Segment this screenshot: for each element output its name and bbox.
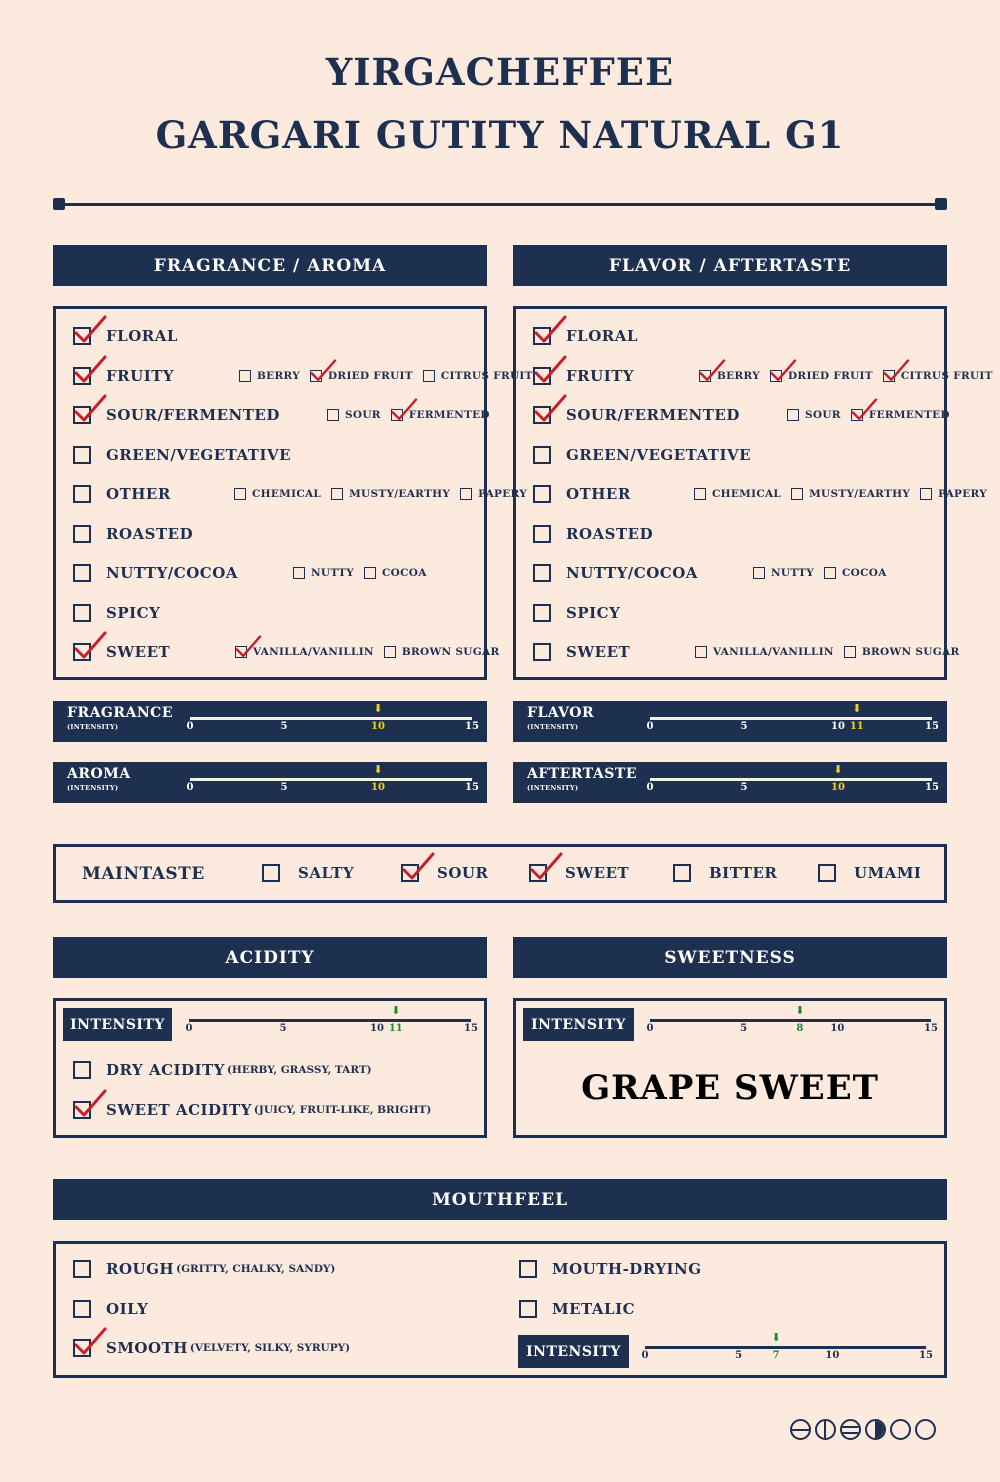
sub-options	[239, 368, 533, 384]
scale-tick-label: 10	[831, 721, 845, 732]
scale-tick-label: 10	[825, 1350, 840, 1361]
sub-option-label: MUSTY/EARTHY	[349, 488, 451, 500]
sub-option-label: COCOA	[842, 567, 887, 579]
category-label: OTHER	[106, 485, 171, 503]
check-mark-icon	[73, 631, 107, 661]
intensity-marker-arrow-icon: ⬇	[833, 763, 843, 776]
intensity-bar-sub: (INTENSITY)	[67, 723, 119, 731]
acidity-heading: ACIDITY	[53, 937, 487, 978]
intensity-bar-name: AFTERTASTE	[527, 766, 637, 782]
intensity-marker-arrow-icon: ⬇	[373, 763, 383, 776]
acidity-item-label: DRY ACIDITY	[106, 1061, 225, 1079]
checkbox-other[interactable]	[73, 485, 91, 503]
scale-tick-label: 0	[646, 782, 654, 793]
check-mark-icon	[73, 315, 107, 345]
mouthfeel-item	[519, 1300, 635, 1318]
maintaste-option	[401, 864, 488, 882]
category-label: SWEET	[106, 643, 171, 661]
checklist-row	[533, 405, 740, 425]
mouthfeel-item-label: SMOOTH	[106, 1339, 188, 1357]
sub-checkbox-citrus-fruit[interactable]	[883, 370, 895, 382]
checklist-row	[533, 524, 653, 544]
title-line-2: GARGARI GUTITY NATURAL G1	[155, 113, 845, 157]
scale-tick-label: 0	[646, 1023, 654, 1034]
sub-checkbox-nutty[interactable]	[753, 567, 765, 579]
intensity-bar-sub: (INTENSITY)	[527, 784, 579, 792]
sub-option-label: CHEMICAL	[712, 488, 782, 500]
maintaste-option	[673, 864, 777, 882]
check-mark-icon	[73, 394, 107, 424]
sub-option-label: FERMENTED	[868, 409, 950, 421]
logo-circle-3	[840, 1419, 861, 1440]
intensity-bar-aroma	[53, 762, 487, 803]
sub-options	[234, 486, 527, 502]
mouthfeel-checkbox[interactable]	[73, 1260, 91, 1278]
intensity-marker-arrow-icon: ⬇	[852, 702, 862, 715]
checklist-row	[73, 366, 174, 386]
sub-checkbox-papery[interactable]	[920, 488, 932, 500]
sub-checkbox-brown-sugar[interactable]	[384, 646, 396, 658]
mouthfeel-checkbox[interactable]	[73, 1339, 91, 1357]
scale-tick-label: 10	[831, 782, 845, 793]
intensity-bar-name: FRAGRANCE	[67, 705, 173, 721]
sub-option-label: BERRY	[257, 369, 301, 382]
check-mark-icon	[309, 359, 337, 383]
checklist-row	[533, 326, 638, 346]
scale-tick-label: 15	[465, 782, 479, 793]
sub-option-label: CITRUS FRUIT	[900, 369, 993, 382]
mouthfeel-checkbox[interactable]	[73, 1300, 91, 1318]
check-mark-icon	[533, 394, 567, 424]
logo-circle-4	[865, 1419, 886, 1440]
sub-options	[695, 644, 959, 660]
intensity-bar-aftertaste	[513, 762, 947, 803]
sub-checkbox-sour[interactable]	[787, 409, 799, 421]
mouthfeel-item-label: MOUTH-DRYING	[552, 1260, 702, 1278]
check-mark-icon	[533, 355, 567, 385]
category-label: SPICY	[106, 603, 161, 622]
acidity-checkbox[interactable]	[73, 1101, 91, 1119]
sub-checkbox-sour[interactable]	[327, 409, 339, 421]
sub-checkbox-cocoa[interactable]	[824, 567, 836, 579]
sub-option-label: NUTTY	[311, 567, 355, 579]
check-mark-icon	[234, 635, 262, 659]
category-label: FLORAL	[566, 327, 638, 345]
title-line-1: YIRGACHEFFEE	[325, 50, 675, 94]
maintaste-option-label: SALTY	[298, 864, 355, 882]
mouthfeel-item-label: ROUGH	[106, 1260, 175, 1278]
intensity-bar-fragrance	[53, 701, 487, 742]
intensity-value-label: 7	[772, 1350, 780, 1361]
checklist-row	[533, 366, 634, 386]
scale-tick-label: 5	[740, 1023, 748, 1034]
checkbox-green-vegetative[interactable]	[73, 446, 91, 464]
sub-option-label: DRIED FRUIT	[328, 369, 413, 382]
brand-circles-logo	[790, 1419, 936, 1440]
fragrance-aroma-heading: FRAGRANCE / AROMA	[53, 245, 487, 286]
checkbox-green-vegetative[interactable]	[533, 446, 551, 464]
maintaste-option-label: SWEET	[565, 864, 630, 882]
maintaste-checkbox-umami[interactable]	[818, 864, 836, 882]
maintaste-checkbox-bitter[interactable]	[673, 864, 691, 882]
intensity-bar-flavor	[513, 701, 947, 742]
sub-options	[753, 565, 887, 581]
scale-tick-label: 5	[740, 721, 748, 732]
scale-tick-label: 5	[279, 1023, 287, 1034]
check-mark-icon	[769, 359, 797, 383]
scale-tick-label: 5	[740, 782, 748, 793]
category-label: FRUITY	[566, 366, 635, 385]
intensity-value-label: 11	[849, 721, 864, 732]
sub-option-label: CHEMICAL	[252, 488, 322, 500]
sub-checkbox-dried-fruit[interactable]	[310, 370, 322, 382]
check-mark-icon	[850, 398, 878, 422]
maintaste-option	[529, 864, 629, 882]
scale-tick-label: 5	[280, 782, 288, 793]
acidity-item	[73, 1061, 372, 1079]
checkbox-sweet[interactable]	[73, 643, 91, 661]
checkbox-fruity[interactable]	[533, 367, 551, 385]
check-mark-icon	[533, 315, 567, 345]
check-mark-icon	[73, 1089, 107, 1119]
sub-option-label: VANILLA/VANILLIN	[253, 646, 374, 658]
divider-end-left	[53, 198, 65, 210]
mouthfeel-item	[73, 1260, 335, 1278]
sub-options	[699, 368, 993, 384]
sub-option-label: PAPERY	[478, 488, 528, 500]
checkbox-roasted[interactable]	[533, 525, 551, 543]
maintaste-option	[262, 864, 354, 882]
intensity-scale-line	[650, 778, 932, 781]
scale-tick-label: 15	[924, 1023, 938, 1034]
check-mark-icon	[698, 359, 726, 383]
category-label: FLORAL	[106, 327, 178, 345]
maintaste-option-label: BITTER	[709, 864, 778, 882]
checklist-row	[73, 524, 193, 544]
mouthfeel-heading: MOUTHFEEL	[53, 1179, 947, 1220]
logo-circle-5	[890, 1419, 911, 1440]
logo-circle-2	[815, 1419, 836, 1440]
scale-tick-label: 15	[925, 721, 939, 732]
sub-options	[327, 407, 490, 423]
category-label: SWEET	[566, 643, 631, 661]
check-mark-icon	[401, 852, 435, 882]
divider-end-right	[935, 198, 947, 210]
sub-checkbox-fermented[interactable]	[851, 409, 863, 421]
mouthfeel-checkbox[interactable]	[519, 1300, 537, 1318]
intensity-scale-line	[645, 1346, 926, 1349]
sub-options	[694, 486, 987, 502]
mouthfeel-intensity-label: INTENSITY	[518, 1335, 629, 1368]
sub-option-label: SOUR	[805, 409, 841, 421]
sub-checkbox-cocoa[interactable]	[364, 567, 376, 579]
intensity-scale-line	[650, 717, 932, 720]
scale-tick-label: 10	[371, 721, 385, 732]
scale-tick-label: 15	[465, 721, 479, 732]
sub-option-label: DRIED FRUIT	[788, 369, 873, 382]
checklist-row	[73, 484, 171, 504]
scale-tick-label: 15	[925, 782, 939, 793]
scale-tick-label: 10	[370, 1023, 384, 1034]
scale-tick-label: 0	[185, 1023, 193, 1034]
sub-checkbox-berry[interactable]	[699, 370, 711, 382]
checklist-row	[533, 445, 751, 465]
checkbox-other[interactable]	[533, 485, 551, 503]
sub-options	[787, 407, 950, 423]
sub-checkbox-musty-earthy[interactable]	[791, 488, 803, 500]
category-label: ROASTED	[566, 524, 654, 543]
divider-rule	[58, 203, 942, 206]
sweetness-heading: SWEETNESS	[513, 937, 947, 978]
sub-checkbox-nutty[interactable]	[293, 567, 305, 579]
check-mark-icon	[390, 398, 418, 422]
mouthfeel-item	[519, 1260, 702, 1278]
mouthfeel-item-label: OILY	[106, 1299, 149, 1318]
category-label: FRUITY	[106, 366, 175, 385]
acidity-item-label: SWEET ACIDITY	[106, 1100, 252, 1119]
checklist-row	[533, 603, 620, 623]
maintaste-option	[818, 864, 921, 882]
checkbox-spicy[interactable]	[73, 604, 91, 622]
intensity-bar-sub: (INTENSITY)	[67, 784, 119, 792]
checkbox-floral[interactable]	[73, 327, 91, 345]
checkbox-sour-fermented[interactable]	[73, 406, 91, 424]
checklist-row	[533, 484, 631, 504]
checkbox-floral[interactable]	[533, 327, 551, 345]
mouthfeel-item-detail: (GRITTY, CHALKY, SANDY)	[176, 1263, 336, 1275]
acidity-checkbox[interactable]	[73, 1061, 91, 1079]
intensity-scale-line	[189, 1019, 471, 1022]
sweetness-intensity-label: INTENSITY	[523, 1008, 634, 1041]
category-label: SOUR/FERMENTED	[566, 406, 740, 424]
check-mark-icon	[882, 359, 910, 383]
checklist-row	[73, 326, 178, 346]
checkbox-sour-fermented[interactable]	[533, 406, 551, 424]
intensity-bar-name: FLAVOR	[527, 705, 595, 721]
sub-checkbox-dried-fruit[interactable]	[770, 370, 782, 382]
checkbox-fruity[interactable]	[73, 367, 91, 385]
category-label: SPICY	[566, 603, 621, 622]
checklist-row	[73, 642, 170, 662]
scale-tick-label: 0	[641, 1350, 649, 1361]
category-label: NUTTY/COCOA	[566, 564, 698, 582]
check-mark-icon	[73, 355, 107, 385]
sub-option-label: BERRY	[717, 369, 761, 382]
logo-circle-6	[915, 1419, 936, 1440]
check-mark-icon	[529, 852, 563, 882]
flavor-aftertaste-heading: FLAVOR / AFTERTASTE	[513, 245, 947, 286]
checkbox-sweet[interactable]	[533, 643, 551, 661]
intensity-marker-arrow-icon: ⬇	[391, 1004, 401, 1017]
sub-checkbox-chemical[interactable]	[694, 488, 706, 500]
sub-checkbox-papery[interactable]	[460, 488, 472, 500]
mouthfeel-item	[73, 1339, 350, 1357]
scale-tick-label: 5	[735, 1350, 743, 1361]
sub-option-label: COCOA	[382, 567, 427, 579]
maintaste-checkbox-salty[interactable]	[262, 864, 280, 882]
mouthfeel-item-detail: (VELVETY, SILKY, SYRUPY)	[189, 1342, 351, 1354]
logo-circle-1	[790, 1419, 811, 1440]
intensity-scale-line	[650, 1019, 931, 1022]
checklist-row	[533, 563, 698, 583]
scale-tick-label: 5	[280, 721, 288, 732]
checklist-row	[73, 405, 280, 425]
checklist-row	[533, 642, 630, 662]
sub-checkbox-vanilla-vanillin[interactable]	[235, 646, 247, 658]
intensity-marker-arrow-icon: ⬇	[795, 1004, 805, 1017]
checkbox-roasted[interactable]	[73, 525, 91, 543]
intensity-bar-sub: (INTENSITY)	[527, 723, 579, 731]
scale-tick-label: 0	[646, 721, 654, 732]
sub-option-label: NUTTY	[771, 567, 815, 579]
acidity-item-detail: (JUICY, FRUIT-LIKE, BRIGHT)	[253, 1103, 432, 1116]
checklist-row	[73, 603, 160, 623]
sub-option-label: BROWN SUGAR	[861, 646, 960, 658]
sub-checkbox-citrus-fruit[interactable]	[423, 370, 435, 382]
sub-checkbox-chemical[interactable]	[234, 488, 246, 500]
sub-option-label: MUSTY/EARTHY	[809, 488, 911, 500]
check-mark-icon	[73, 1327, 107, 1357]
category-label: ROASTED	[106, 524, 194, 543]
sweetness-descriptor: GRAPE SWEET	[581, 1068, 879, 1108]
category-label: NUTTY/COCOA	[106, 564, 238, 582]
intensity-marker-arrow-icon: ⬇	[373, 702, 383, 715]
acidity-intensity-label: INTENSITY	[63, 1008, 172, 1041]
sub-options	[235, 644, 499, 660]
sub-option-label: FERMENTED	[408, 409, 490, 421]
acidity-item-detail: (HERBY, GRASSY, TART)	[226, 1064, 372, 1076]
scale-tick-label: 10	[830, 1023, 845, 1034]
scale-tick-label: 0	[186, 782, 194, 793]
sub-option-label: CITRUS FRUIT	[440, 369, 533, 382]
acidity-item	[73, 1101, 431, 1119]
sub-option-label: PAPERY	[938, 488, 988, 500]
sub-checkbox-vanilla-vanillin[interactable]	[695, 646, 707, 658]
sub-checkbox-brown-sugar[interactable]	[844, 646, 856, 658]
maintaste-option-label: UMAMI	[854, 864, 922, 882]
checklist-row	[73, 445, 291, 465]
scale-tick-label: 15	[919, 1350, 933, 1361]
sub-option-label: SOUR	[345, 409, 381, 421]
scale-tick-label: 10	[371, 782, 385, 793]
intensity-bar-name: AROMA	[67, 766, 131, 782]
category-label: GREEN/VEGETATIVE	[566, 445, 752, 464]
intensity-scale-line	[190, 717, 472, 720]
category-label: OTHER	[566, 485, 631, 503]
sub-checkbox-berry[interactable]	[239, 370, 251, 382]
maintaste-checkbox-sour[interactable]	[401, 864, 419, 882]
intensity-value-label: 8	[796, 1023, 804, 1034]
sub-checkbox-musty-earthy[interactable]	[331, 488, 343, 500]
sub-checkbox-fermented[interactable]	[391, 409, 403, 421]
intensity-scale-line	[190, 778, 472, 781]
mouthfeel-item	[73, 1300, 148, 1318]
checkbox-nutty-cocoa[interactable]	[533, 564, 551, 582]
intensity-marker-arrow-icon: ⬇	[771, 1331, 781, 1344]
intensity-value-label: 11	[388, 1023, 403, 1034]
sub-option-label: BROWN SUGAR	[401, 646, 500, 658]
checkbox-nutty-cocoa[interactable]	[73, 564, 91, 582]
checklist-row	[73, 563, 238, 583]
mouthfeel-item-label: METALIC	[552, 1299, 636, 1318]
scale-tick-label: 0	[186, 721, 194, 732]
sub-option-label: VANILLA/VANILLIN	[713, 646, 834, 658]
category-label: GREEN/VEGETATIVE	[106, 445, 292, 464]
checkbox-spicy[interactable]	[533, 604, 551, 622]
scale-tick-label: 15	[464, 1023, 478, 1034]
maintaste-option-label: SOUR	[437, 864, 489, 882]
mouthfeel-checkbox[interactable]	[519, 1260, 537, 1278]
maintaste-label: MAINTASTE	[82, 864, 205, 884]
maintaste-checkbox-sweet[interactable]	[529, 864, 547, 882]
category-label: SOUR/FERMENTED	[106, 406, 280, 424]
sub-options	[293, 565, 427, 581]
